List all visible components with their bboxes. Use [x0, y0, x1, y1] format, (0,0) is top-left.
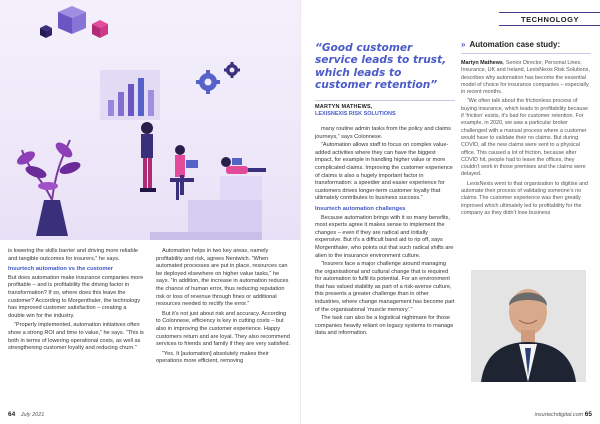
issue-date: July 2021: [20, 412, 45, 418]
quote-divider: [315, 100, 455, 101]
case-study-heading: [461, 40, 591, 49]
case-study-divider: [461, 53, 591, 54]
case-study-box: [461, 40, 591, 219]
body-paragraph: “Properly implemented, automation initiatives often show a strong ROI and time to value,” he says. “This is both in terms of lowering operational costs, as well as strengthening customer loyalty and reducing churn.”: [8, 322, 144, 352]
left-column-2: [156, 248, 292, 368]
body-paragraph: But it’s not just about risk and accuracy. According to Colonnese, efficiency is key in cutting costs – but also in improving the customer experience. Happy customers return and are loyal. They also recommend services to friends and family if they are very satisfied.: [156, 310, 290, 348]
right-body-column: [315, 126, 455, 339]
gear-icon: [224, 62, 240, 78]
section-subheading: Insurtech automation challenges: [315, 205, 406, 212]
chevron-right-icon: »: [461, 40, 466, 49]
portrait-man-in-suit: [471, 270, 586, 382]
site-url: insurtechdigital.com: [534, 412, 584, 418]
page-number: 64: [8, 411, 16, 418]
body-paragraph: The task can also be a logistical nightmare for those companies heavily reliant on legacy systems to manage data and information.: [315, 315, 454, 337]
body-paragraph: “Yes. It [automation] absolutely makes their operations more efficient, removing: [156, 350, 269, 365]
body-paragraph: But does automation make insurance companies more profitable – and is profitability the driving factor in transformation? If so, where does this leave the customer? According to Morgenthaler, the technology has improved customer satisfaction – creating a double win for the industry.: [8, 274, 144, 319]
case-study-title: Automation case study:: [469, 40, 561, 49]
case-study-paragraph: LexisNexis went to that organisation to digitise and automate their process of validating someone’s no claims. The customer experience was then greatly improved which ultimately led to profitability for the company as they didn’t lose business: [461, 180, 589, 216]
bar-chart-graphic: [100, 70, 160, 120]
quote-attribution-name: MARTYN MATHEWS,: [315, 104, 373, 110]
plant-illustration: [15, 140, 82, 236]
left-footer: [8, 411, 44, 418]
quote-attribution-org: LEXISNEXIS RISK SOLUTIONS: [315, 111, 396, 117]
floating-cube-icon: [92, 20, 108, 38]
case-study-paragraph: “We often talk about the frictionless process of buying insurance, which leads to profitability because if ‘friction’ exists, it’s bad for customer retention. For example, in 2020, we saw a particular broker challenged with a manual process where a customer would have to validate their no claims. But during COVID, all the new claims were sent to a physical office. This caused a lot of friction, because after COVID hit, people had to leave the offices, they couldn’t work in those premises and the claims were delayed.: [461, 98, 589, 178]
body-paragraph: Automation helps in two key areas, namely profitability and risk, agrees Nentwich. “When automated processes are put in place, resources can be deployed elsewhere on higher value tasks,” he says. “In addition, the increase in automation reduces the chance of human error, thus reducing reputation risk or loss of revenue through fines or additional resources needed to rectify the error.”: [156, 248, 289, 308]
gear-icon: [196, 70, 220, 94]
body-paragraph: Because automation brings with it so many benefits, most experts agree it makes sense to implement the changes – even if they are radical and initially expensive. But it’s a difficult band aid to rip off, says Morgenthaler, who points out that such radical shifts are alien to the insurance environment culture.: [315, 214, 454, 259]
case-study-body: [461, 60, 591, 217]
body-paragraph: many routine admin tasks from the policy and claims journeys,” says Colonnese.: [315, 126, 451, 140]
office-illustration: [0, 0, 300, 240]
case-study-lead-name: Martyn Mathews: [461, 60, 503, 66]
floating-cube-icon: [40, 25, 52, 38]
person-standing-illustration: [140, 122, 156, 192]
portrait-photo: [471, 270, 586, 382]
section-tag: [499, 12, 600, 26]
person-at-desk-illustration: [170, 145, 198, 200]
body-paragraph: is lowering the skills barrier and driving more reliable and tangible outcomes for insurers,” he says.: [8, 248, 138, 262]
stairs-illustration: [150, 176, 262, 240]
body-paragraph: “Insurers face a major challenge around managing the organisational and cultural change that is required for automation to fulfil its potential. For an environment that has valued stability as part of a risk-averse culture, this presents a greater challenge than in other industries, where change management has become part of the organisational ‘muscle memory’.”: [315, 261, 455, 313]
floating-cube-icon: [58, 6, 86, 34]
hero-illustration: [0, 0, 300, 240]
case-study-lead-text: , Senior Director, Personal Lines, Insurance, UK and Ireland, LexisNexis Risk Solutions, describes why automation has become the essential model of choice for insurance companies – especially in recent months.: [461, 60, 590, 96]
right-footer: [531, 411, 592, 418]
person-reclining-illustration: [221, 157, 266, 174]
page-number: 65: [584, 411, 592, 418]
right-page: [300, 0, 600, 424]
section-tag-label: TECHNOLOGY: [521, 14, 579, 24]
left-column-1: [8, 248, 144, 368]
section-subheading: Insurtech automation vs the customer: [8, 266, 114, 273]
case-study-lead: [461, 60, 591, 96]
body-paragraph: “Automation allows staff to focus on complex value-added activities where they can have the biggest impact, for example in handling higher value or more complicated claims. Improving the customer experience of claims is also a hugely important factor in transformation: a speedier and easier experience for customers drives longer-term customer loyalty that ultimately contributes to business success.”: [315, 142, 453, 202]
left-body-columns: [8, 248, 292, 368]
pull-quote: “Good customer service leads to trust, which leads to customer retention”: [315, 42, 447, 92]
